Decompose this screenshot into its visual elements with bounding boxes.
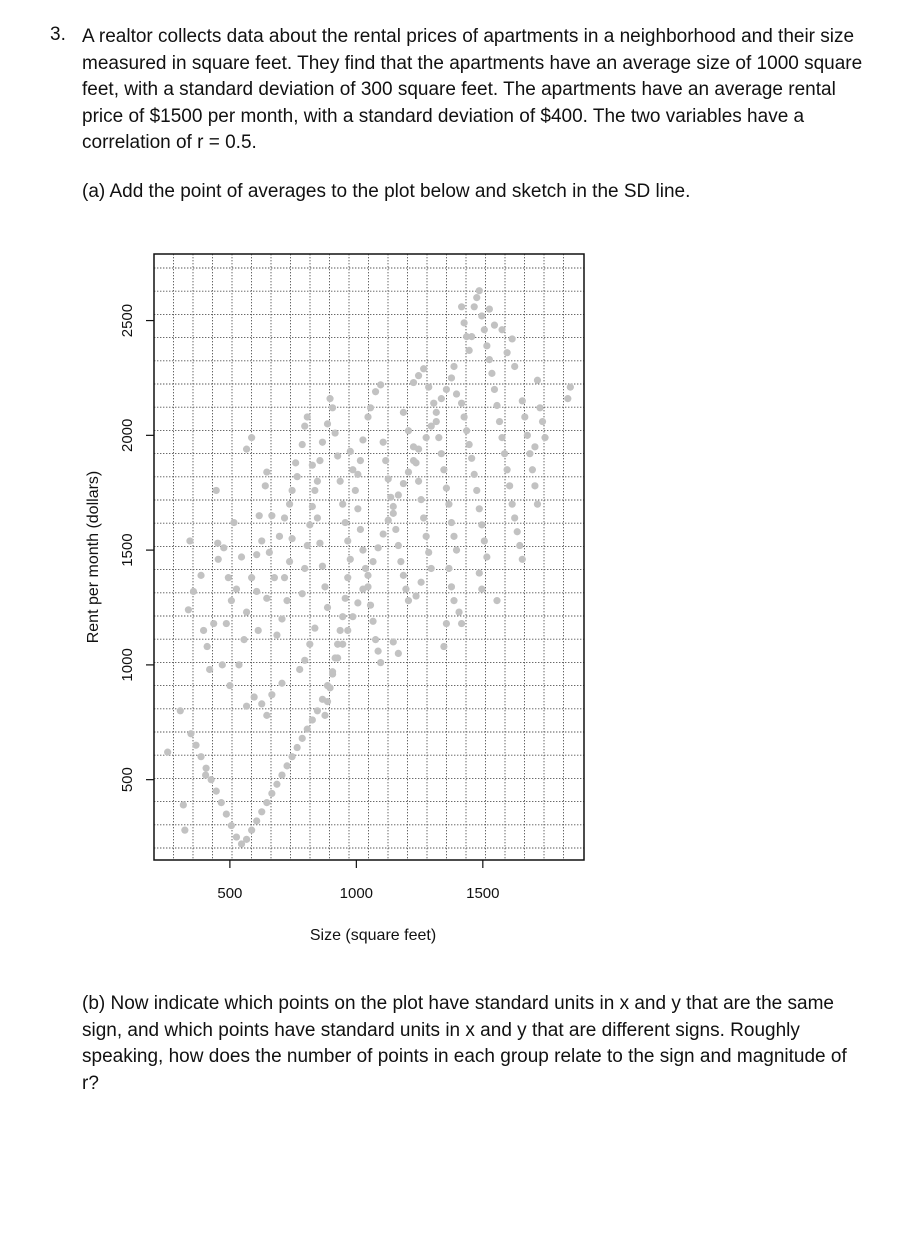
data-point: [367, 404, 374, 411]
data-point: [567, 384, 574, 391]
data-point: [304, 726, 311, 733]
data-point: [476, 569, 483, 576]
data-point: [243, 446, 250, 453]
data-point: [531, 443, 538, 450]
data-point: [448, 374, 455, 381]
data-point: [316, 457, 323, 464]
data-point: [219, 661, 226, 668]
data-point: [181, 827, 188, 834]
data-point: [471, 303, 478, 310]
data-point: [501, 450, 508, 457]
data-point: [509, 335, 516, 342]
data-point: [334, 654, 341, 661]
data-point: [539, 418, 546, 425]
data-point: [253, 588, 260, 595]
data-point: [453, 547, 460, 554]
data-point: [344, 574, 351, 581]
data-point: [258, 808, 265, 815]
data-point: [430, 400, 437, 407]
data-point: [473, 294, 480, 301]
x-tick-label: 1000: [339, 885, 374, 902]
data-point: [478, 312, 485, 319]
data-point: [486, 356, 493, 363]
data-point: [354, 505, 361, 512]
data-point: [435, 434, 442, 441]
data-point: [425, 384, 432, 391]
data-point: [192, 742, 199, 749]
data-point: [309, 503, 316, 510]
data-point: [481, 326, 488, 333]
data-point: [385, 517, 392, 524]
data-point: [319, 439, 326, 446]
data-point: [453, 390, 460, 397]
data-point: [511, 514, 518, 521]
data-point: [397, 558, 404, 565]
data-point: [344, 537, 351, 544]
data-point: [375, 544, 382, 551]
data-point: [529, 466, 536, 473]
data-point: [213, 788, 220, 795]
data-point: [498, 434, 505, 441]
data-point: [357, 457, 364, 464]
data-point: [263, 799, 270, 806]
data-point: [292, 459, 299, 466]
data-point: [473, 487, 480, 494]
data-point: [531, 482, 538, 489]
data-point: [286, 501, 293, 508]
data-point: [463, 427, 470, 434]
data-point: [243, 703, 250, 710]
data-point: [493, 402, 500, 409]
data-point: [511, 363, 518, 370]
data-point: [400, 572, 407, 579]
data-point: [448, 519, 455, 526]
data-point: [418, 579, 425, 586]
data-point: [286, 558, 293, 565]
data-point: [296, 666, 303, 673]
data-point: [448, 583, 455, 590]
data-point: [541, 434, 548, 441]
data-point: [283, 762, 290, 769]
data-point: [294, 744, 301, 751]
data-point: [258, 700, 265, 707]
data-point: [202, 771, 209, 778]
data-point: [230, 519, 237, 526]
data-point: [519, 556, 526, 563]
data-point: [364, 572, 371, 579]
data-point: [347, 556, 354, 563]
data-point: [354, 599, 361, 606]
data-point: [483, 342, 490, 349]
data-point: [319, 696, 326, 703]
data-point: [478, 586, 485, 593]
y-tick-label: 500: [119, 767, 136, 793]
data-point: [329, 668, 336, 675]
data-point: [405, 597, 412, 604]
data-point: [509, 501, 516, 508]
data-point: [164, 749, 171, 756]
data-point: [392, 526, 399, 533]
data-point: [342, 595, 349, 602]
data-point: [534, 501, 541, 508]
data-point: [334, 452, 341, 459]
data-point: [197, 572, 204, 579]
data-point: [283, 597, 290, 604]
data-point: [498, 326, 505, 333]
data-point: [476, 505, 483, 512]
data-point: [238, 840, 245, 847]
y-tick-label: 2500: [119, 303, 136, 338]
data-point: [240, 636, 247, 643]
question-text: A realtor collects data about the rental prices of apartments in a neighborhood and their size measured in square feet. They find that the apartments have an average size of 1000 square feet, with a standard deviation of 300 square feet. The apartments have an average rental price of $1500 per month, with a standard deviation of $400. The two variables have a correlation of r = 0.5.: [82, 26, 863, 153]
data-point: [536, 404, 543, 411]
data-point: [450, 363, 457, 370]
data-point: [488, 370, 495, 377]
data-point: [445, 565, 452, 572]
data-point: [262, 482, 269, 489]
data-point: [266, 549, 273, 556]
data-point: [263, 595, 270, 602]
data-point: [321, 712, 328, 719]
data-point: [233, 586, 240, 593]
data-point: [273, 631, 280, 638]
data-point: [372, 388, 379, 395]
data-point: [253, 551, 260, 558]
data-point: [299, 735, 306, 742]
data-point: [491, 386, 498, 393]
data-point: [263, 468, 270, 475]
data-point: [281, 574, 288, 581]
data-point: [466, 347, 473, 354]
data-point: [213, 487, 220, 494]
data-point: [233, 833, 240, 840]
data-point: [228, 597, 235, 604]
data-point: [534, 377, 541, 384]
data-point: [309, 462, 316, 469]
data-point: [476, 287, 483, 294]
data-point: [458, 303, 465, 310]
data-point: [450, 597, 457, 604]
data-point: [255, 627, 262, 634]
data-point: [400, 480, 407, 487]
data-point: [418, 496, 425, 503]
data-point: [450, 533, 457, 540]
data-point: [268, 512, 275, 519]
data-point: [208, 776, 215, 783]
data-point: [491, 322, 498, 329]
data-point: [425, 549, 432, 556]
data-point: [415, 446, 422, 453]
data-point: [273, 781, 280, 788]
data-point: [380, 439, 387, 446]
data-point: [455, 608, 462, 615]
data-point: [461, 413, 468, 420]
data-point: [214, 540, 221, 547]
data-point: [319, 563, 326, 570]
data-point: [412, 592, 419, 599]
y-tick-label: 1000: [119, 648, 136, 682]
part-a-prompt: (a) Add the point of averages to the plot below and sketch in the SD line.: [82, 181, 691, 202]
data-point: [271, 574, 278, 581]
y-tick-label: 1500: [119, 533, 136, 567]
data-point: [466, 441, 473, 448]
data-point: [258, 537, 265, 544]
data-point: [203, 765, 210, 772]
y-axis-label: Rent per month (dollars): [85, 470, 102, 644]
data-point: [372, 636, 379, 643]
data-point: [385, 475, 392, 482]
data-point: [387, 494, 394, 501]
data-point: [311, 625, 318, 632]
data-point: [369, 558, 376, 565]
data-point: [223, 810, 230, 817]
data-point: [390, 503, 397, 510]
data-point: [524, 432, 531, 439]
data-point: [248, 574, 255, 581]
data-point: [521, 413, 528, 420]
data-point: [301, 423, 308, 430]
data-point: [299, 441, 306, 448]
data-point: [306, 641, 313, 648]
data-point: [347, 448, 354, 455]
data-point: [390, 510, 397, 517]
data-point: [263, 712, 270, 719]
data-point: [314, 707, 321, 714]
data-point: [445, 501, 452, 508]
data-point: [278, 615, 285, 622]
data-point: [405, 427, 412, 434]
data-point: [311, 487, 318, 494]
data-point: [516, 542, 523, 549]
data-point: [443, 386, 450, 393]
data-point: [443, 485, 450, 492]
data-point: [238, 553, 245, 560]
data-point: [395, 542, 402, 549]
data-point: [190, 588, 197, 595]
data-point: [478, 521, 485, 528]
data-point: [428, 423, 435, 430]
data-point: [177, 707, 184, 714]
data-point: [519, 397, 526, 404]
data-point: [304, 542, 311, 549]
data-point: [243, 608, 250, 615]
data-point: [223, 620, 230, 627]
data-point: [496, 418, 503, 425]
data-point: [415, 372, 422, 379]
data-point: [514, 528, 521, 535]
data-point: [440, 643, 447, 650]
data-point: [248, 434, 255, 441]
data-point: [506, 482, 513, 489]
data-point: [235, 661, 242, 668]
data-point: [225, 574, 232, 581]
data-point: [314, 514, 321, 521]
data-point: [463, 333, 470, 340]
data-point: [339, 641, 346, 648]
data-point: [210, 620, 217, 627]
data-point: [306, 521, 313, 528]
data-point: [354, 471, 361, 478]
data-point: [215, 556, 222, 563]
data-point: [458, 620, 465, 627]
data-point: [218, 799, 225, 806]
data-point: [228, 822, 235, 829]
data-point: [281, 514, 288, 521]
axes: [119, 304, 500, 902]
data-point: [367, 602, 374, 609]
question-number: 3.: [50, 24, 66, 45]
data-point: [377, 659, 384, 666]
data-point: [301, 565, 308, 572]
data-point: [359, 436, 366, 443]
data-point: [395, 491, 402, 498]
data-point: [438, 450, 445, 457]
data-point: [344, 627, 351, 634]
data-point: [438, 395, 445, 402]
data-point: [395, 650, 402, 657]
data-point: [433, 409, 440, 416]
data-point: [309, 716, 316, 723]
data-point: [326, 395, 333, 402]
data-point: [364, 413, 371, 420]
data-point: [423, 434, 430, 441]
data-point: [187, 730, 194, 737]
data-point: [186, 537, 193, 544]
data-point: [380, 530, 387, 537]
data-point: [390, 638, 397, 645]
data-point: [278, 680, 285, 687]
data-point: [400, 409, 407, 416]
x-tick-label: 500: [217, 885, 243, 902]
data-point: [289, 753, 296, 760]
data-point: [289, 535, 296, 542]
data-point: [504, 466, 511, 473]
data-point: [289, 487, 296, 494]
data-point: [504, 349, 511, 356]
data-point: [483, 553, 490, 560]
data-point: [493, 597, 500, 604]
data-point: [324, 604, 331, 611]
x-axis-label: Size (square feet): [309, 927, 437, 944]
data-point: [220, 544, 227, 551]
data-point: [377, 381, 384, 388]
data-point: [197, 753, 204, 760]
data-point: [332, 429, 339, 436]
data-point: [339, 501, 346, 508]
data-point: [337, 627, 344, 634]
data-point: [329, 404, 336, 411]
data-point: [256, 512, 263, 519]
data-point: [339, 613, 346, 620]
data-point: [226, 682, 233, 689]
data-point: [526, 450, 533, 457]
data-point: [359, 547, 366, 554]
data-point: [428, 565, 435, 572]
data-point: [410, 379, 417, 386]
data-point: [316, 540, 323, 547]
data-point: [342, 519, 349, 526]
data-point: [443, 620, 450, 627]
data-point: [321, 583, 328, 590]
data-point: [440, 466, 447, 473]
data-point: [405, 468, 412, 475]
data-points: [164, 287, 574, 847]
data-point: [481, 537, 488, 544]
data-point: [337, 478, 344, 485]
data-point: [324, 420, 331, 427]
data-point: [206, 666, 213, 673]
data-point: [382, 457, 389, 464]
y-tick-label: 2000: [119, 418, 136, 453]
data-point: [458, 400, 465, 407]
data-point: [251, 693, 258, 700]
data-point: [253, 817, 260, 824]
data-point: [362, 565, 369, 572]
data-point: [200, 627, 207, 634]
data-point: [204, 643, 211, 650]
data-point: [185, 606, 192, 613]
data-point: [420, 514, 427, 521]
data-point: [304, 413, 311, 420]
data-point: [564, 395, 571, 402]
data-point: [359, 586, 366, 593]
data-point: [486, 305, 493, 312]
data-point: [357, 526, 364, 533]
data-point: [402, 586, 409, 593]
data-point: [468, 455, 475, 462]
data-point: [299, 590, 306, 597]
data-point: [294, 473, 301, 480]
data-point: [276, 533, 283, 540]
data-point: [268, 691, 275, 698]
data-point: [352, 487, 359, 494]
data-point: [415, 478, 422, 485]
part-b-prompt: (b) Now indicate which points on the plot have standard units in x and y that are the same sign, and which points have standard units in x and y that are different signs. Roughly speaking, how does the number of points in each group relate to the sign and magnitude of r?: [82, 993, 847, 1094]
data-point: [375, 648, 382, 655]
data-point: [301, 657, 308, 664]
data-point: [420, 365, 427, 372]
data-point: [314, 478, 321, 485]
data-point: [471, 471, 478, 478]
data-point: [268, 790, 275, 797]
data-point: [180, 801, 187, 808]
data-point: [423, 533, 430, 540]
data-point: [410, 457, 417, 464]
x-tick-label: 1500: [466, 885, 500, 902]
data-point: [278, 771, 285, 778]
data-point: [248, 827, 255, 834]
data-point: [461, 319, 468, 326]
data-point: [349, 613, 356, 620]
data-point: [324, 682, 331, 689]
data-point: [369, 618, 376, 625]
